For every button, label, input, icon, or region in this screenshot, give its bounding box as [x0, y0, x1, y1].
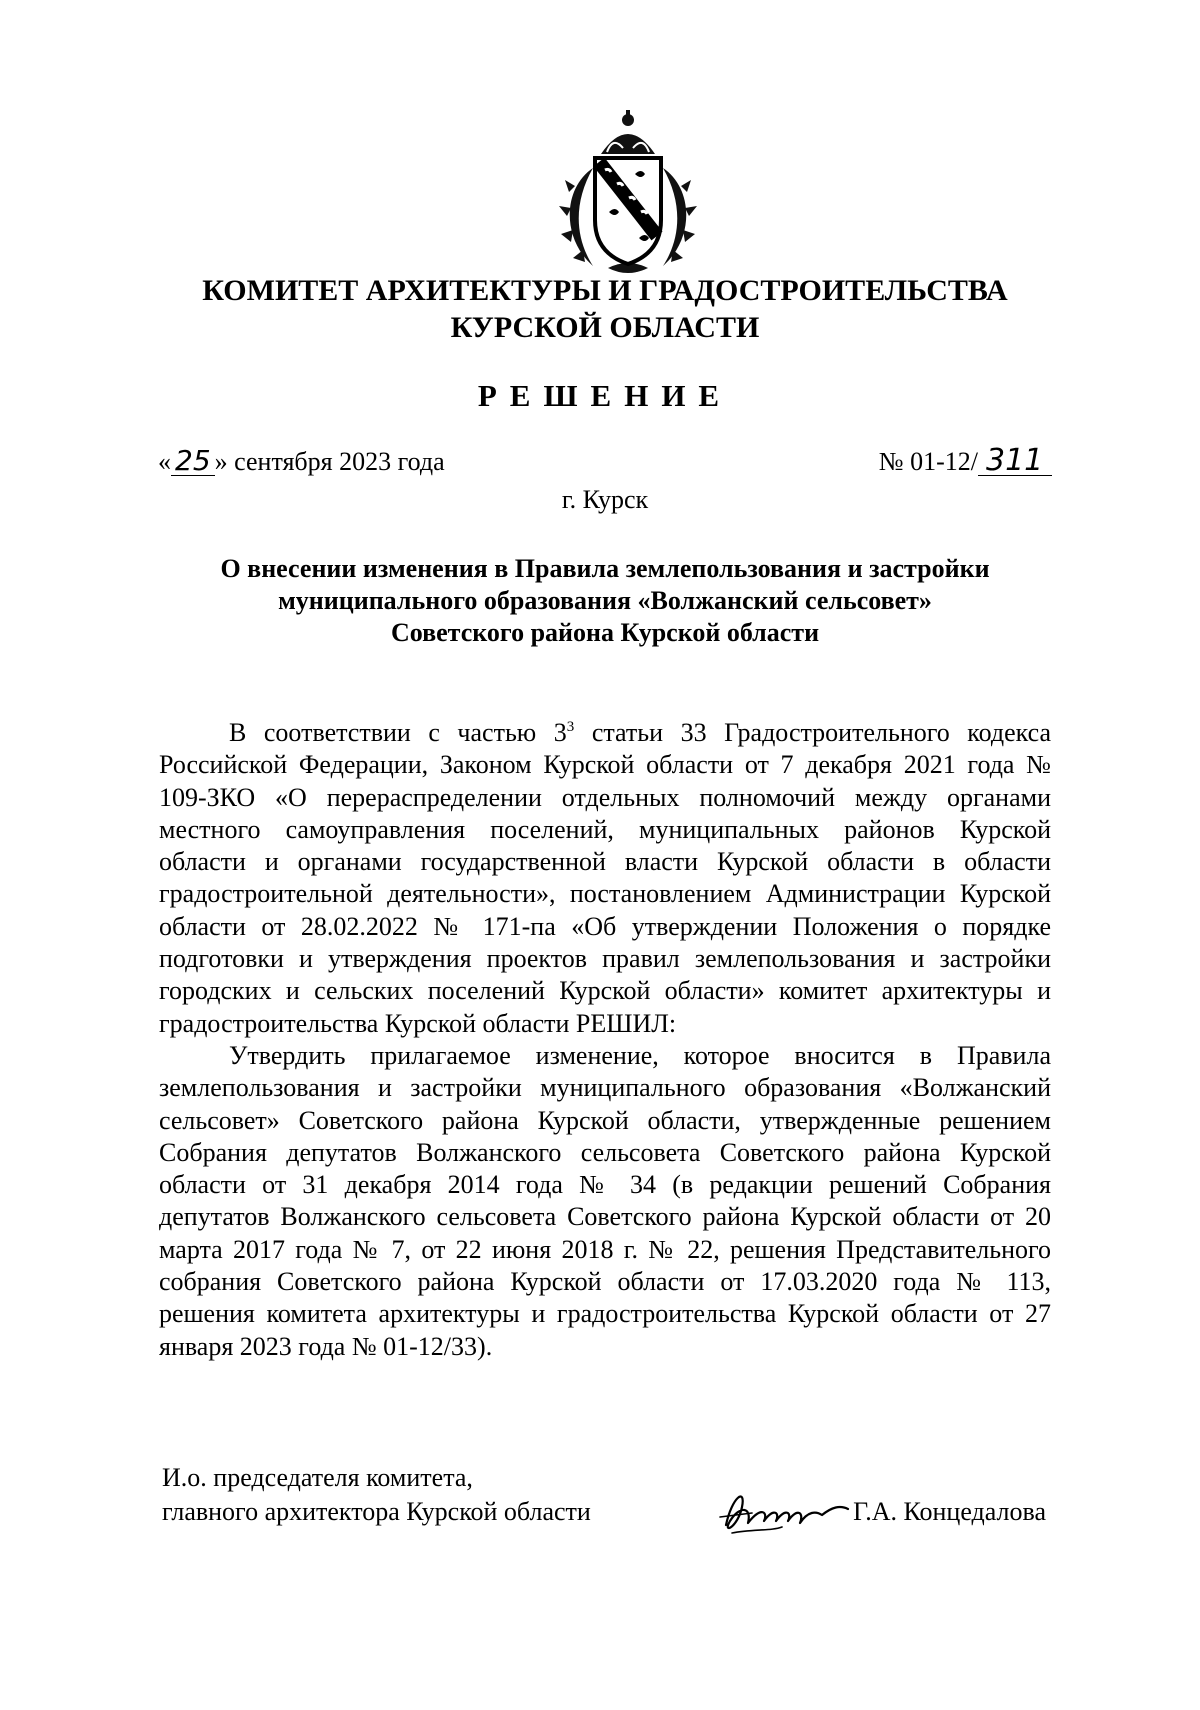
subject-line-3: Советского района Курской области	[390, 618, 820, 647]
body-paragraph-2: Утвердить прилагаемое изменение, которое вносится в Правила землепользования и застройки муниципального образования «Волжанский сельсовет» Советского района Курской области, утвержденные решением Собрания депутатов Волжанского сельсовета Советского района Курской области от 31 декабря 2014 года № 34 (в редакции решений Собрания депутатов Волжанского сельсовета Советского района Курской области от 20 марта 2017 года № 7, от 22 июня 2018 г. № 22, решения Представительного собрания Советского района Курской области от 17.03.2020 года № 113, решения комитета архитектуры и градостроительства Курской области от 27 января 2023 года № 01-12/33).	[159, 1040, 1051, 1361]
number-handwritten: 311	[978, 447, 1052, 476]
subject-line-2: муниципального образования «Волжанский сельсовет»	[278, 586, 932, 615]
position-line-2: главного архитектора Курской области	[162, 1497, 591, 1526]
body-paragraph-1	[159, 717, 1051, 1040]
signatory-position	[162, 1461, 591, 1529]
paragraph-1-superscript: 3	[566, 719, 575, 735]
organization-line-2: КУРСКОЙ ОБЛАСТИ	[450, 311, 760, 344]
date-open-quote: «	[158, 447, 171, 476]
number-prefix: № 01-12/	[878, 447, 978, 476]
organization-line-1: КОМИТЕТ АРХИТЕКТУРЫ И ГРАДОСТРОИТЕЛЬСТВА	[202, 274, 1008, 307]
position-line-1: И.о. председателя комитета,	[162, 1463, 473, 1492]
decision-title: РЕШЕНИЕ	[477, 378, 733, 413]
signer-name: Г.А. Концедалова	[853, 1497, 1046, 1526]
paragraph-1-part-1: В соответствии с частью 3	[229, 718, 567, 747]
date-day-handwritten: 25	[171, 447, 215, 476]
handwritten-signature-icon	[712, 1477, 862, 1547]
paragraph-1-part-2: статьи 33 Градостроительного кодекса Российской Федерации, Законом Курской области от 7 декабря 2021 года № 109-ЗКО «О перераспределении отдельных полномочий между органами местного самоуправления поселений, муниципальных районов Курской области и органами государственной власти Курской области в области градостроительной деятельности», постановлением Администрации Курской области от 28.02.2022 № 171-па «Об утверждении Положения о порядке подготовки и утверждения проектов правил землепользования и застройки городских и сельских поселений Курской области» комитет архитектуры и градостроительства Курской области РЕШИЛ:	[159, 718, 1052, 1038]
decision-number	[878, 443, 1052, 478]
city: г. Курск	[561, 485, 649, 514]
subject-line-1: О внесении изменения в Правила землепользования и застройки	[220, 554, 990, 583]
decision-date	[158, 444, 445, 477]
coat-of-arms-icon	[553, 108, 703, 278]
organization-name	[160, 272, 1050, 346]
document-body	[159, 717, 1051, 1363]
document-subject	[165, 553, 1045, 649]
date-month-year: » сентября 2023 года	[214, 447, 445, 476]
